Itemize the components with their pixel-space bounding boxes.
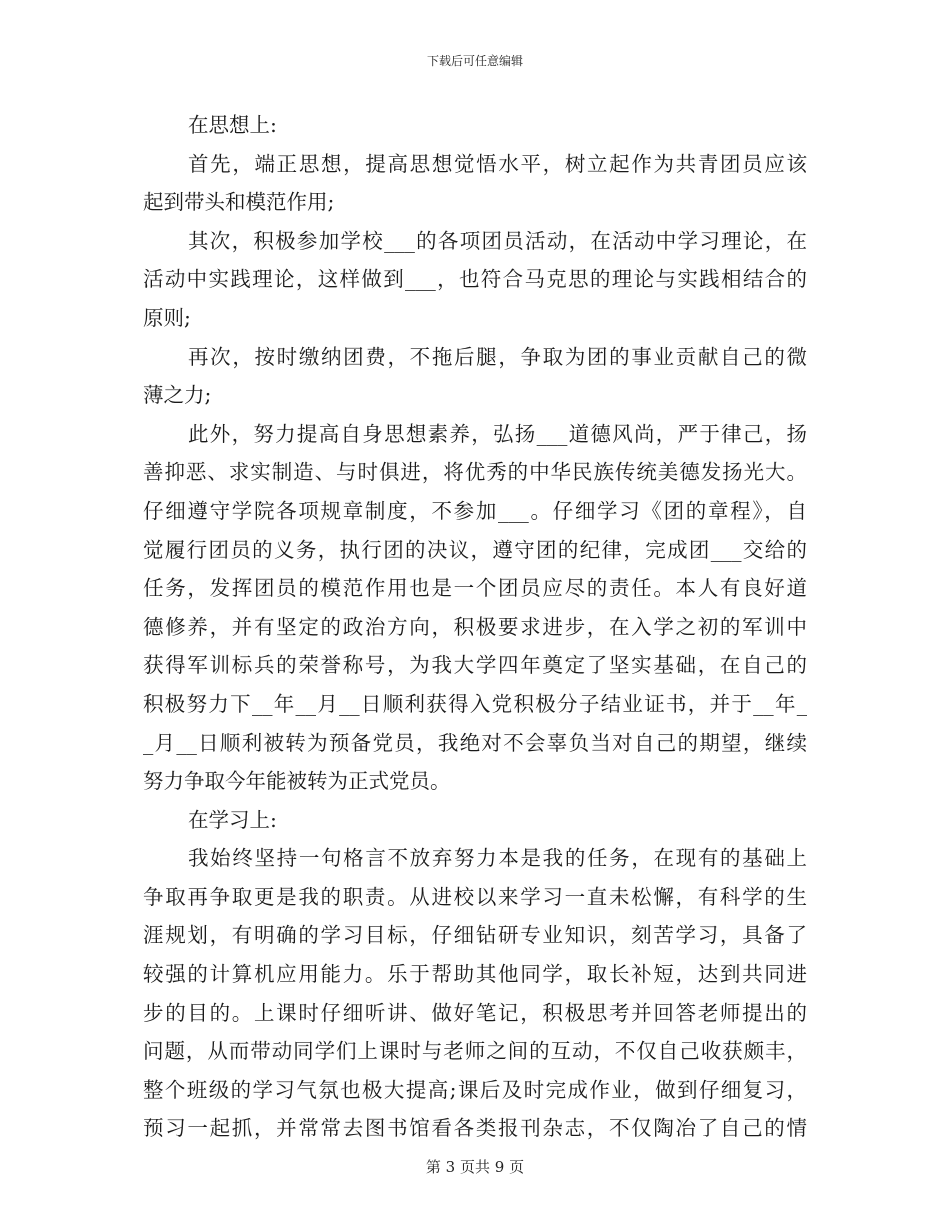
text-line: 起到带头和模范作用; <box>143 190 335 215</box>
text-line: 仔细遵守学院各项规章制度，不参加___。仔细学习《团的章程》，自 <box>143 498 807 523</box>
text-line: 首先，端正思想，提高思想觉悟水平，树立起作为共青团员应该 <box>188 151 807 176</box>
text-line: 此外，努力提高自身思想素养，弘扬___道德风尚，严于律己，扬 <box>188 421 807 446</box>
text-line: 善抑恶、求实制造、与时俱进，将优秀的中华民族传统美德发扬光大。 <box>143 460 807 485</box>
text-line: 原则; <box>143 305 191 330</box>
text-line: 任务，发挥团员的模范作用也是一个团员应尽的责任。本人有良好道 <box>143 576 807 601</box>
text-line: 问题，从而带动同学们上课时与老师之间的互动，不仅自己收获颇丰， <box>143 1039 807 1064</box>
document-body <box>143 106 807 1148</box>
text-line: 积极努力下__年__月__日顺利获得入党积极分子结业证书，并于__年_ <box>143 691 807 716</box>
text-line: 我始终坚持一句格言不放弃努力本是我的任务，在现有的基础上 <box>188 846 807 871</box>
text-line: 预习一起抓，并常常去图书馆看各类报刊杂志，不仅陶冶了自己的情 <box>143 1116 807 1141</box>
text-line: 获得军训标兵的荣誉称号，为我大学四年奠定了坚实基础，在自己的 <box>143 653 807 678</box>
text-line: 觉履行团员的义务，执行团的决议，遵守团的纪律，完成团___交给的 <box>143 537 807 562</box>
text-line: 在思想上: <box>188 113 277 137</box>
text-line: 活动中实践理论，这样做到___，也符合马克思的理论与实践相结合的 <box>143 267 807 292</box>
text-line: 努力争取今年能被转为正式党员。 <box>143 769 451 794</box>
text-line: 薄之力; <box>143 383 212 408</box>
text-line: 在学习上: <box>188 807 277 832</box>
page-header: 下载后可任意编辑 <box>426 54 523 68</box>
text-line: 步的目的。上课时仔细听讲、做好笔记，积极思考并回答老师提出的 <box>143 1000 807 1025</box>
text-line: 德修养，并有坚定的政治方向，积极要求进步，在入学之初的军训中 <box>143 614 807 639</box>
text-line: 涯规划，有明确的学习目标，仔细钻研专业知识，刻苦学习，具备了 <box>143 923 807 948</box>
text-line: 整个班级的学习气氛也极大提高;课后及时完成作业，做到仔细复习， <box>143 1077 807 1102</box>
text-line: 其次，积极参加学校___的各项团员活动，在活动中学习理论，在 <box>188 228 807 253</box>
text-line: _月__日顺利被转为预备党员，我绝对不会辜负当对自己的期望，继续 <box>143 730 807 755</box>
text-line: 较强的计算机应用能力。乐于帮助其他同学，取长补短，达到共同进 <box>143 962 807 987</box>
page-footer: 第 3 页共 9 页 <box>425 1158 525 1176</box>
text-line: 争取再争取更是我的职责。从进校以来学习一直未松懈，有科学的生 <box>143 884 807 909</box>
text-line: 再次，按时缴纳团费，不拖后腿，争取为团的事业贡献自己的微 <box>188 344 807 369</box>
